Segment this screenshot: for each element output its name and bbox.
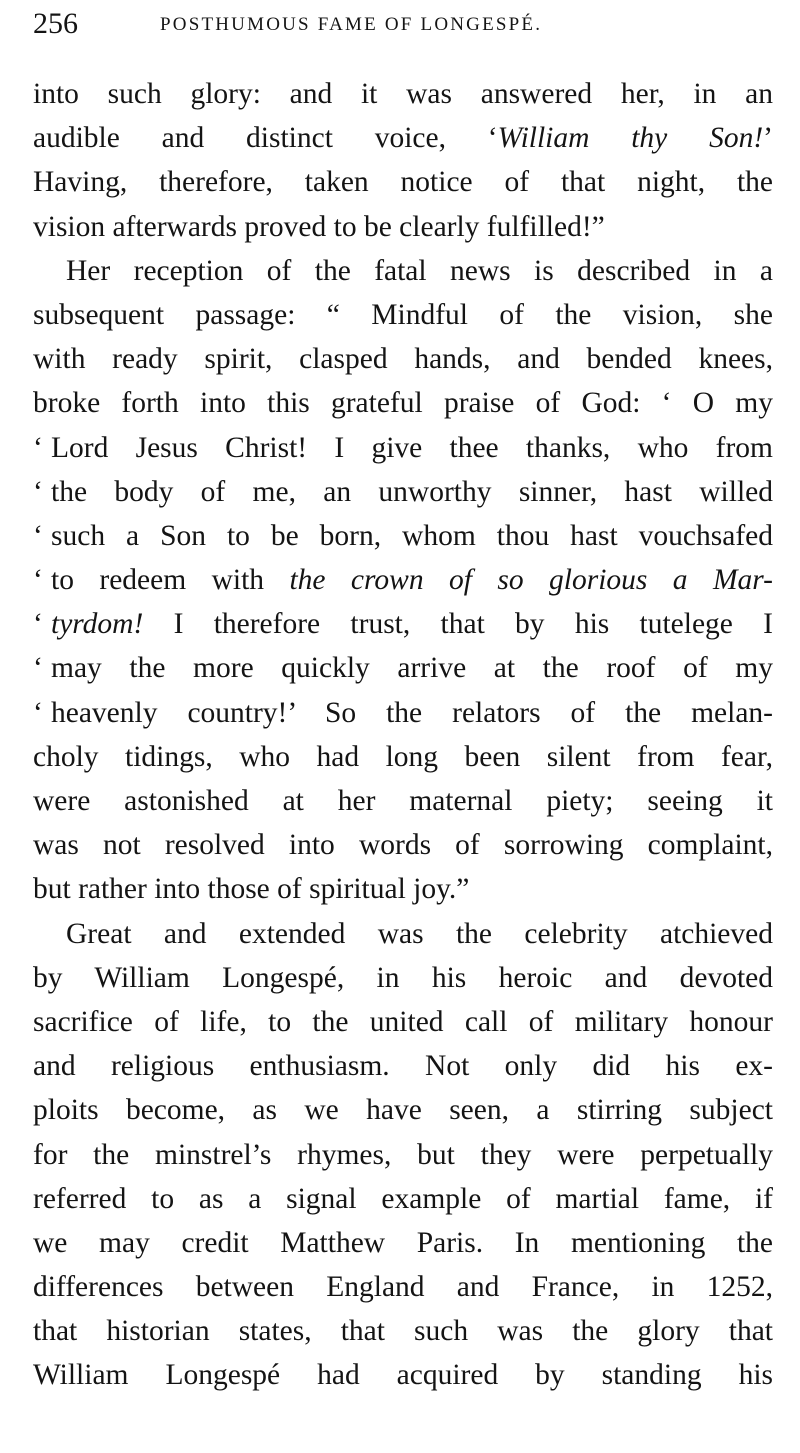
paragraph-start-line: Great and extended was the celebrity atchieved [66,917,773,950]
text-line: differences between England and France, in 1252, [33,1271,773,1304]
text-line: we may credit Matthew Paris. In mentioning the [33,1226,773,1259]
paragraph-start-line: Her reception of the fatal news is described in a [66,254,773,287]
text-line: and religious enthusiasm. Not only did his ex- [33,1050,773,1083]
quoted-line: ‘ Lord Jesus Christ! I give thee thanks, who from [33,431,773,464]
quoted-line: ‘ the body of me, an unworthy sinner, hast willed [33,475,773,508]
italic-phrase: tyrdom! [51,608,144,641]
italic-phrase: the crown of so glorious a Mar- [289,564,773,597]
text-line: but rather into those of spiritual joy.” [33,873,470,906]
text-line: subsequent passage: “ Mindful of the vision, she [33,298,773,331]
text-line: into such glory: and it was answered her, in an [33,78,773,110]
text-line: by William Longespé, in his heroic and devoted [33,961,773,994]
text-line: vision afterwards proved to be clearly fulfilled!” [33,210,605,243]
quoted-line: ‘ to redeem with the crown of so glorious a Mar- [33,564,773,597]
page-header [33,4,773,44]
page-number: 256 [33,7,78,40]
text-line: that historian states, that such was the glory that [33,1315,773,1348]
quoted-line: ‘ tyrdom! I therefore trust, that by his tutelege I [33,608,773,641]
quoted-line: ‘ such a Son to be born, whom thou hast vouchsafed [33,519,773,552]
text-line: broke forth into this grateful praise of God: ‘ O my [33,387,773,420]
italic-quote: William thy Son! [497,122,764,155]
running-title: POSTHUMOUS FAME OF LONGESPÉ. [160,14,543,35]
text-line: for the minstrel’s rhymes, but they were perpetually [33,1138,773,1171]
text-line: with ready spirit, clasped hands, and bended knees, [33,343,773,376]
text-line: sacrifice of life, to the united call of military honour [33,1005,773,1038]
body-text [33,72,773,1398]
text-line: were astonished at her maternal piety; seeing it [33,785,773,817]
text-line: William Longespé had acquired by standing his [33,1359,773,1392]
quoted-line: ‘ may the more quickly arrive at the roof of my [33,652,773,685]
text-line: Having, therefore, taken notice of that night, the [33,166,773,199]
text-line: was not resolved into words of sorrowing complaint, [33,829,773,862]
text-line: referred to as a signal example of martial fame, if [33,1182,773,1215]
text-line: ploits become, as we have seen, a stirring subject [33,1094,773,1127]
text-line: audible and distinct voice, ‘William thy Son!’ [33,122,773,155]
quoted-line: ‘ heavenly country!’ So the relators of the melan- [33,696,773,729]
text-line: choly tidings, who had long been silent from fear, [33,740,773,773]
